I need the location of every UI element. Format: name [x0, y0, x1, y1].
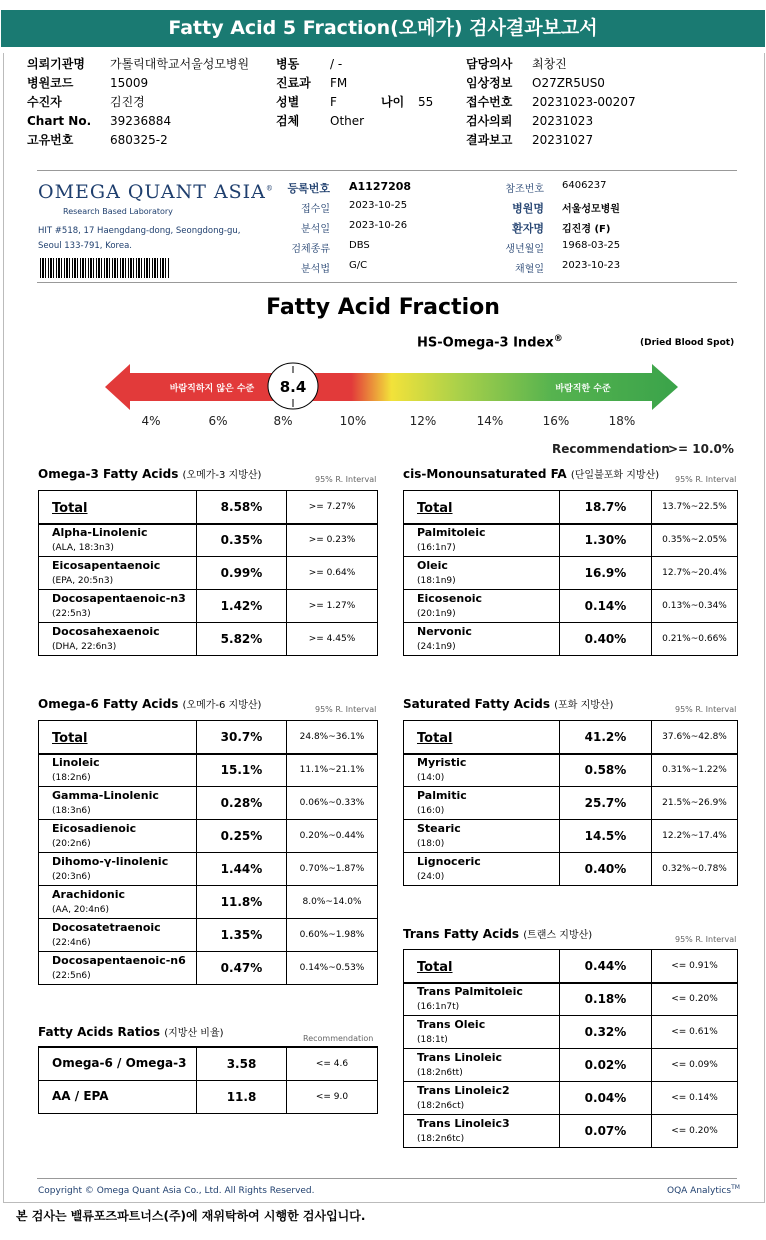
- info-label: 담당의사: [466, 57, 513, 71]
- result-value: 0.35%: [197, 524, 287, 557]
- reg-value: 2023-10-26: [349, 220, 408, 231]
- fatty-acid-notation: (18:1t): [417, 1034, 448, 1045]
- table-row: [39, 952, 378, 985]
- reference-range: 0.13%~0.34%: [652, 590, 738, 623]
- table-row: [404, 853, 738, 886]
- fatty-acid-notation: (14:0): [417, 772, 445, 783]
- divider: [37, 1178, 737, 1179]
- result-value: 41.2%: [560, 721, 652, 754]
- fatty-acid-label: Linoleic: [52, 755, 100, 769]
- reg-label: 접수일: [301, 204, 330, 215]
- info-value: / -: [330, 57, 343, 71]
- info-label: 의뢰기관명: [27, 57, 85, 71]
- table-row: [39, 524, 378, 557]
- fatty-acid-notation: (18:2n6tc): [417, 1133, 465, 1144]
- lab-logo: OMEGA QUANT ASIA®: [38, 181, 274, 203]
- registration-info: [0, 180, 766, 280]
- info-label: 병동: [276, 57, 300, 71]
- fatty-acid-notation: (16:1n7): [417, 542, 456, 553]
- fatty-acid-notation: (18:2n6tt): [417, 1067, 463, 1078]
- reg-value: DBS: [349, 240, 370, 251]
- fatty-acid-notation: (18:2n6): [52, 772, 91, 783]
- fatty-acid-name: [404, 1016, 560, 1049]
- section-subtitle: (오메가-3 지방산): [182, 470, 262, 481]
- ratio-recommendation: <= 4.6: [287, 1047, 378, 1080]
- ri-label: 95% R. Interval: [675, 475, 737, 484]
- omega3-table: [38, 490, 378, 656]
- fatty-acid-label: Docosapentaenoic-n6: [52, 953, 186, 967]
- fatty-acid-notation: (20:2n6): [52, 838, 91, 849]
- recommendation-col-label: Recommendation: [303, 1034, 374, 1043]
- fatty-acid-name: [39, 623, 197, 656]
- reference-range: 0.60%~1.98%: [287, 919, 378, 952]
- section-subtitle: (오메가-6 지방산): [182, 700, 262, 711]
- gauge-tick: 4%: [141, 414, 161, 428]
- gauge-tick: 14%: [476, 414, 504, 428]
- fatty-acid-notation: (22:4n6): [52, 937, 91, 948]
- result-value: 1.30%: [560, 524, 652, 557]
- ratio-name: Omega-6 / Omega-3: [39, 1047, 197, 1080]
- fatty-acid-label: Docosapentaenoic-n3: [52, 591, 186, 605]
- table-row: [39, 886, 378, 919]
- reference-range: 0.32%~0.78%: [652, 853, 738, 886]
- omega6-title: [38, 696, 261, 711]
- gauge-tick: 10%: [339, 414, 367, 428]
- fatty-acid-name: [404, 491, 560, 524]
- table-row: [404, 820, 738, 853]
- gauge-right-label: 바람직한 수준: [555, 384, 611, 394]
- fatty-acid-notation: (DHA, 22:6n3): [52, 641, 117, 652]
- fatty-acid-name: [39, 590, 197, 623]
- result-value: 0.44%: [560, 950, 652, 983]
- table-row: [39, 557, 378, 590]
- gauge-tick: 8%: [273, 414, 293, 428]
- fatty-acid-label: Trans Linoleic: [417, 1050, 503, 1064]
- table-row: [39, 754, 378, 787]
- trans-title: [403, 926, 592, 941]
- fatty-acid-notation: (EPA, 20:5n3): [52, 575, 114, 586]
- gauge-tick: 16%: [542, 414, 570, 428]
- gauge-tick: 18%: [608, 414, 636, 428]
- table-row: [404, 623, 738, 656]
- reference-range: <= 0.91%: [652, 950, 738, 983]
- fatty-acid-name: [404, 787, 560, 820]
- reference-range: <= 0.20%: [652, 1115, 738, 1148]
- reference-range: 13.7%~22.5%: [652, 491, 738, 524]
- section-subtitle: (포화 지방산): [554, 700, 614, 711]
- result-value: 5.82%: [197, 623, 287, 656]
- gauge-tick: 6%: [208, 414, 228, 428]
- result-value: 8.58%: [197, 491, 287, 524]
- info-value: 최창진: [532, 57, 567, 71]
- reg-label: 생년월일: [505, 244, 544, 255]
- section-subtitle: (지방산 비율): [164, 1028, 224, 1039]
- fatty-acid-label: Palmitic: [417, 788, 467, 802]
- info-label: 고유번호: [27, 133, 74, 147]
- reg-label: 등록번호: [287, 182, 330, 195]
- divider: [37, 170, 737, 171]
- result-value: 18.7%: [560, 491, 652, 524]
- ratios-table: [38, 1046, 378, 1114]
- reference-range: 12.7%~20.4%: [652, 557, 738, 590]
- result-value: 11.8%: [197, 886, 287, 919]
- reference-range: 0.35%~2.05%: [652, 524, 738, 557]
- ratio-value: 3.58: [197, 1047, 287, 1080]
- reference-range: 0.20%~0.44%: [287, 820, 378, 853]
- fatty-acid-name: [39, 557, 197, 590]
- result-value: 30.7%: [197, 721, 287, 754]
- total-row: [404, 950, 738, 983]
- info-value: 20231023: [532, 114, 594, 128]
- fatty-acid-label: Docosatetraenoic: [52, 920, 161, 934]
- reg-value: G/C: [349, 260, 368, 271]
- fatty-acid-label: Total: [417, 731, 453, 747]
- fatty-acid-notation: (20:1n9): [417, 608, 456, 619]
- result-value: 0.47%: [197, 952, 287, 985]
- fatty-acid-label: Nervonic: [417, 624, 472, 638]
- result-value: 0.58%: [560, 754, 652, 787]
- info-value: O27ZR5US0: [532, 76, 605, 90]
- address-line: Seoul 133-791, Korea.: [38, 241, 132, 251]
- result-value: 0.40%: [560, 853, 652, 886]
- result-value: 14.5%: [560, 820, 652, 853]
- reference-range: 21.5%~26.9%: [652, 787, 738, 820]
- result-value: 1.42%: [197, 590, 287, 623]
- fatty-acid-notation: (18:0): [417, 838, 445, 849]
- fatty-acid-name: [39, 919, 197, 952]
- reference-range: >= 4.45%: [287, 623, 378, 656]
- info-value: 20231023-00207: [532, 95, 636, 109]
- ri-label: 95% R. Interval: [315, 475, 377, 484]
- result-value: 0.18%: [560, 983, 652, 1016]
- info-label: 임상정보: [466, 76, 513, 90]
- fatty-acid-label: Alpha-Linolenic: [52, 525, 148, 539]
- cismono-title: [403, 466, 659, 481]
- fatty-acid-name: [404, 557, 560, 590]
- reg-label: 채혈일: [515, 264, 544, 275]
- info-value: Other: [330, 114, 365, 128]
- reference-range: <= 0.61%: [652, 1016, 738, 1049]
- divider: [37, 282, 737, 283]
- info-label: 나이: [381, 95, 405, 109]
- reference-range: 0.21%~0.66%: [652, 623, 738, 656]
- reg-value: 김진경 (F): [562, 224, 611, 235]
- fatty-acid-notation: (22:5n3): [52, 608, 91, 619]
- fatty-acid-name: [404, 623, 560, 656]
- fatty-acid-notation: (ALA, 18:3n3): [52, 542, 114, 553]
- info-value: 김진경: [110, 95, 145, 109]
- result-value: 0.28%: [197, 787, 287, 820]
- fatty-acid-notation: (18:1n9): [417, 575, 456, 586]
- section-title: Omega-6 Fatty Acids: [38, 697, 183, 711]
- fatty-acid-label: Total: [52, 501, 88, 517]
- table-row: [404, 1082, 738, 1115]
- address-line: HIT #518, 17 Haengdang-dong, Seongdong-gu,: [38, 226, 241, 236]
- reg-label: 병원명: [512, 202, 544, 215]
- reference-range: <= 0.14%: [652, 1082, 738, 1115]
- info-value: 39236884: [110, 114, 172, 128]
- reference-range: 12.2%~17.4%: [652, 820, 738, 853]
- index-title: HS-Omega-3 Index®: [417, 334, 563, 351]
- reg-label: 분석법: [301, 264, 330, 275]
- fatty-acid-label: Stearic: [417, 821, 461, 835]
- info-label: 접수번호: [466, 95, 513, 109]
- reference-range: <= 0.20%: [652, 983, 738, 1016]
- gauge-tick: 12%: [409, 414, 437, 428]
- result-value: 0.07%: [560, 1115, 652, 1148]
- result-value: 16.9%: [560, 557, 652, 590]
- fatty-acid-label: Trans Linoleic3: [417, 1116, 510, 1130]
- fatty-acid-label: Arachidonic: [52, 887, 126, 901]
- reference-range: 0.70%~1.87%: [287, 853, 378, 886]
- table-row: [39, 853, 378, 886]
- fatty-acid-label: Eicosapentaenoic: [52, 558, 161, 572]
- gauge-left-label: 바람직하지 않은 수준: [169, 384, 255, 394]
- info-label: Chart No.: [27, 114, 92, 128]
- reg-value: 6406237: [562, 180, 607, 191]
- result-value: 0.04%: [560, 1082, 652, 1115]
- omega3-gauge: [100, 360, 685, 415]
- fatty-acid-label: Lignoceric: [417, 854, 481, 868]
- fatty-acid-notation: (16:0): [417, 805, 445, 816]
- result-value: 1.35%: [197, 919, 287, 952]
- total-row: [404, 721, 738, 754]
- fatty-acid-label: Oleic: [417, 558, 448, 572]
- section-title: cis-Monounsaturated FA: [403, 467, 571, 481]
- fatty-acid-name: [39, 952, 197, 985]
- info-label: 수진자: [27, 95, 62, 109]
- fatty-acid-label: Trans Oleic: [417, 1017, 486, 1031]
- lab-name: OMEGA QUANT ASIA: [38, 181, 266, 203]
- reg-value: 1968-03-25: [562, 240, 621, 251]
- fatty-acid-name: [39, 886, 197, 919]
- reg-value: 2023-10-23: [562, 260, 621, 271]
- section-title: Omega-3 Fatty Acids: [38, 467, 183, 481]
- fatty-acid-label: Myristic: [417, 755, 467, 769]
- info-value: 20231027: [532, 133, 594, 147]
- reg-label: 분석일: [301, 224, 330, 235]
- fatty-acid-name: [404, 983, 560, 1016]
- table-row: [404, 557, 738, 590]
- fatty-acid-name: [404, 1049, 560, 1082]
- saturated-table: [403, 720, 738, 886]
- fatty-acid-name: [39, 787, 197, 820]
- ratio-row: [39, 1080, 378, 1113]
- reference-range: 0.31%~1.22%: [652, 754, 738, 787]
- outsourcing-notice: 본 검사는 밸류포즈파트너스(주)에 재위탁하여 시행한 검사입니다.: [16, 1209, 366, 1223]
- reference-range: 11.1%~21.1%: [287, 754, 378, 787]
- gauge-value: 8.4: [279, 378, 307, 396]
- info-label: 검체: [276, 114, 300, 128]
- table-row: [39, 820, 378, 853]
- reg-value: 2023-10-25: [349, 200, 408, 211]
- table-row: [404, 1115, 738, 1148]
- table-row: [404, 787, 738, 820]
- table-row: [404, 1049, 738, 1082]
- fatty-acid-notation: (22:5n6): [52, 970, 91, 981]
- fatty-acid-name: [404, 1082, 560, 1115]
- section-title: Fatty Acids Ratios: [38, 1025, 165, 1039]
- ratio-row: [39, 1047, 378, 1080]
- table-row: [39, 590, 378, 623]
- fatty-acid-label: Total: [417, 501, 453, 517]
- fatty-acid-name: [39, 491, 197, 524]
- result-value: 0.40%: [560, 623, 652, 656]
- result-value: 0.02%: [560, 1049, 652, 1082]
- result-value: 0.32%: [560, 1016, 652, 1049]
- fatty-acid-label: Total: [417, 960, 453, 976]
- section-subtitle: (단일불포화 지방산): [570, 470, 660, 481]
- table-row: [404, 983, 738, 1016]
- section-title: Trans Fatty Acids: [403, 927, 524, 941]
- result-value: 1.44%: [197, 853, 287, 886]
- report-title: Fatty Acid Fraction: [266, 295, 500, 320]
- ri-label: 95% R. Interval: [675, 705, 737, 714]
- lab-subtitle: Research Based Laboratory: [63, 207, 173, 216]
- fatty-acid-name: [39, 853, 197, 886]
- reference-range: 24.8%~36.1%: [287, 721, 378, 754]
- table-row: [404, 754, 738, 787]
- table-row: [404, 1016, 738, 1049]
- fatty-acid-name: [404, 754, 560, 787]
- fatty-acid-label: Eicosadienoic: [52, 821, 137, 835]
- section-title: Saturated Fatty Acids: [403, 697, 555, 711]
- fatty-acid-name: [404, 524, 560, 557]
- reference-range: <= 0.09%: [652, 1049, 738, 1082]
- info-value: 680325-2: [110, 133, 168, 147]
- info-value: 15009: [110, 76, 149, 90]
- reg-label: 검체종류: [291, 244, 330, 255]
- fatty-acid-label: Trans Linoleic2: [417, 1083, 510, 1097]
- info-value: 가톨릭대학교서울성모병원: [110, 57, 250, 71]
- reference-range: >= 0.64%: [287, 557, 378, 590]
- fatty-acid-name: [404, 721, 560, 754]
- ratio-value: 11.8: [197, 1080, 287, 1113]
- result-value: 15.1%: [197, 754, 287, 787]
- info-label: 진료과: [276, 76, 311, 90]
- ratio-recommendation: <= 9.0: [287, 1080, 378, 1113]
- fatty-acid-name: [39, 754, 197, 787]
- trans-table: [403, 949, 738, 1148]
- fatty-acid-notation: (24:0): [417, 871, 445, 882]
- recommendation-label: Recommendation: [552, 442, 670, 456]
- fatty-acid-notation: (18:3n6): [52, 805, 91, 816]
- section-subtitle: (트랜스 지방산): [523, 930, 593, 941]
- table-row: [404, 524, 738, 557]
- reg-value: 서울성모병원: [562, 204, 620, 215]
- fatty-acid-label: Dihomo-γ-linolenic: [52, 854, 169, 868]
- fatty-acid-label: Trans Palmitoleic: [417, 984, 523, 998]
- reg-value: A1127208: [349, 180, 412, 193]
- report-header: Fatty Acid 5 Fraction(오메가) 검사결과보고서: [1, 10, 765, 47]
- omega6-table: [38, 720, 378, 985]
- fatty-acid-name: [404, 853, 560, 886]
- total-row: [39, 721, 378, 754]
- reference-range: 8.0%~14.0%: [287, 886, 378, 919]
- info-label: 성별: [276, 95, 300, 109]
- result-value: 25.7%: [560, 787, 652, 820]
- result-value: 0.14%: [560, 590, 652, 623]
- reg-label: 참조번호: [505, 184, 544, 195]
- total-row: [39, 491, 378, 524]
- info-value: F: [330, 95, 337, 109]
- recommendation-value: >= 10.0%: [668, 442, 734, 456]
- table-row: [39, 919, 378, 952]
- info-label: 병원코드: [27, 76, 74, 90]
- info-value: 55: [418, 95, 434, 109]
- reference-range: >= 0.23%: [287, 524, 378, 557]
- fatty-acid-name: [39, 820, 197, 853]
- fatty-acid-name: [404, 820, 560, 853]
- fatty-acid-notation: (AA, 20:4n6): [52, 904, 109, 915]
- fatty-acid-name: [404, 590, 560, 623]
- fatty-acid-name: [404, 950, 560, 983]
- copyright: Copyright © Omega Quant Asia Co., Ltd. All Rights Reserved.: [38, 1186, 315, 1196]
- fatty-acid-name: [404, 1115, 560, 1148]
- info-label: 검사의뢰: [466, 114, 513, 128]
- info-label: 결과보고: [466, 133, 513, 147]
- fatty-acid-label: Palmitoleic: [417, 525, 486, 539]
- ratios-title: [38, 1024, 224, 1039]
- result-value: 0.25%: [197, 820, 287, 853]
- reference-range: >= 1.27%: [287, 590, 378, 623]
- fatty-acid-label: Eicosenoic: [417, 591, 483, 605]
- fatty-acid-notation: (16:1n7t): [417, 1001, 460, 1012]
- table-row: [39, 623, 378, 656]
- reference-range: >= 7.27%: [287, 491, 378, 524]
- cismono-table: [403, 490, 738, 656]
- fatty-acid-notation: (20:3n6): [52, 871, 91, 882]
- total-row: [404, 491, 738, 524]
- table-row: [404, 590, 738, 623]
- fatty-acid-notation: (24:1n9): [417, 641, 456, 652]
- reference-range: 0.06%~0.33%: [287, 787, 378, 820]
- omega3-title: [38, 466, 261, 481]
- reference-range: 0.14%~0.53%: [287, 952, 378, 985]
- fatty-acid-label: Total: [52, 731, 88, 747]
- reg-label: 환자명: [512, 222, 544, 235]
- ri-label: 95% R. Interval: [675, 935, 737, 944]
- ri-label: 95% R. Interval: [315, 705, 377, 714]
- ratio-name: AA / EPA: [39, 1080, 197, 1113]
- fatty-acid-name: [39, 721, 197, 754]
- reference-range: 37.6%~42.8%: [652, 721, 738, 754]
- fatty-acid-label: Gamma-Linolenic: [52, 788, 159, 802]
- fatty-acid-notation: (18:2n6ct): [417, 1100, 465, 1111]
- result-value: 0.99%: [197, 557, 287, 590]
- fatty-acid-name: [39, 524, 197, 557]
- footer-brand: OQA Analytics™: [667, 1184, 740, 1196]
- fatty-acid-label: Docosahexaenoic: [52, 624, 160, 638]
- sample-type: (Dried Blood Spot): [640, 338, 735, 348]
- info-value: FM: [330, 76, 348, 90]
- saturated-title: [403, 696, 613, 711]
- table-row: [39, 787, 378, 820]
